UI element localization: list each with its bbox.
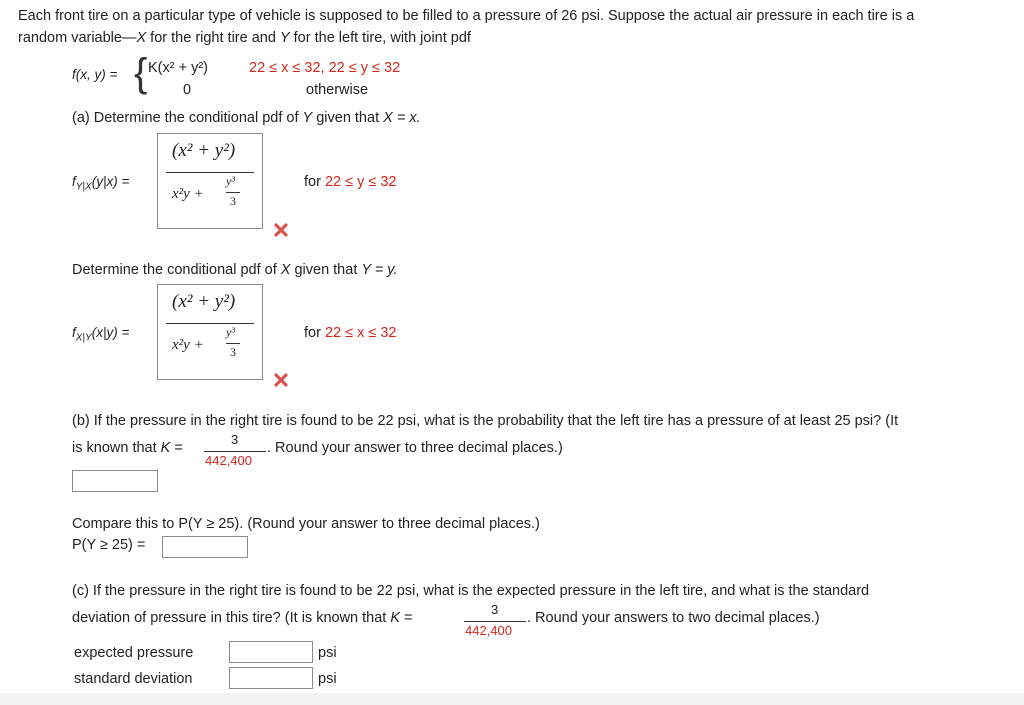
- part-a-prompt: [72, 110, 421, 126]
- prompt-text: Determine the conditional pdf of: [72, 262, 281, 278]
- part-c-line1: (c) If the pressure in the right tire is found to be 22 psi, what is the expected pressure in the left tire, and what is the standard: [72, 583, 870, 599]
- prompt-text: (a) Determine the conditional pdf of: [72, 110, 303, 126]
- part-b-line2-end: . Round your answer to three decimal places.): [267, 440, 563, 456]
- pdf-case2-expr: 0: [183, 82, 192, 98]
- intro-text: random variable—: [18, 30, 137, 46]
- prompt-equation: X = x.: [383, 110, 421, 126]
- k-fraction-denominator: 442,400: [205, 453, 252, 468]
- fraction-denominator: x²y +: [172, 337, 204, 353]
- range-prefix: for: [304, 174, 325, 190]
- inner-fraction-bar: [226, 343, 240, 344]
- pdf-case1-expr: K(x² + y²): [148, 60, 209, 76]
- part-b-line1: (b) If the pressure in the right tire is found to be 22 psi, what is the probability that the left tire has a pressure of at least 25 psi? (It: [72, 413, 899, 429]
- inner-fraction-denominator: 3: [230, 194, 236, 208]
- fraction-denominator: x²y +: [172, 186, 204, 202]
- part-b-compare-text: Compare this to P(Y ≥ 25). (Round your answer to three decimal places.): [72, 516, 540, 532]
- expected-pressure-label: expected pressure: [74, 645, 194, 661]
- pdf-case2-condition: otherwise: [306, 82, 369, 98]
- var-y: Y: [302, 110, 313, 126]
- part-b-compare-label: P(Y ≥ 25) =: [72, 537, 146, 553]
- pdf-case1-condition: 22 ≤ x ≤ 32, 22 ≤ y ≤ 32: [249, 60, 401, 76]
- incorrect-icon: [273, 222, 289, 238]
- fraction-numerator: (x² + y²): [172, 291, 236, 312]
- lhs-arg: (y|x) =: [91, 174, 130, 189]
- k-fraction-numerator: 3: [491, 602, 499, 617]
- range-x: [304, 325, 397, 341]
- range-value: 22 ≤ y ≤ 32: [324, 174, 397, 190]
- var-k: K: [160, 440, 171, 456]
- lhs-arg: (x|y) =: [91, 325, 130, 340]
- fraction-numerator: (x² + y²): [172, 140, 236, 161]
- expected-pressure-unit: psi: [318, 645, 337, 661]
- conditional-pdf-x-given-y-label: [72, 325, 129, 344]
- var-y: Y: [279, 30, 290, 46]
- inner-fraction-numerator: y³: [226, 325, 235, 339]
- part-b-text: is known that: [72, 440, 161, 456]
- standard-deviation-unit: psi: [318, 671, 337, 687]
- prompt-text: given that: [290, 262, 362, 278]
- fraction-bar: [166, 323, 254, 324]
- standard-deviation-input[interactable]: [229, 667, 313, 689]
- intro-text: for the left tire, with joint pdf: [289, 30, 471, 46]
- page-bottom-strip: [0, 693, 1024, 705]
- lhs-subscript: Y|X: [75, 181, 92, 193]
- k-fraction-bar: [204, 451, 266, 452]
- range-prefix: for: [304, 325, 325, 341]
- lhs-f: f: [72, 174, 76, 189]
- var-x: X: [280, 262, 291, 278]
- equals: =: [400, 610, 413, 626]
- k-fraction-denominator: 442,400: [465, 623, 512, 638]
- var-k: K: [390, 610, 401, 626]
- probability-answer-input[interactable]: [72, 470, 158, 492]
- prompt-text: given that: [312, 110, 384, 126]
- conditional-pdf-y-given-x-label: [72, 174, 129, 193]
- inner-fraction-denominator: 3: [230, 345, 236, 359]
- equals: =: [170, 440, 183, 456]
- prompt-equation: Y = y.: [361, 262, 398, 278]
- inner-fraction-bar: [226, 192, 240, 193]
- expected-pressure-input[interactable]: [229, 641, 313, 663]
- part-c-text: deviation of pressure in this tire? (It is known that: [72, 610, 391, 626]
- p-y-ge-25-input[interactable]: [162, 536, 248, 558]
- k-fraction-numerator: 3: [231, 432, 239, 447]
- intro-text: for the right tire and: [146, 30, 280, 46]
- part-c-line2: [72, 610, 413, 626]
- lhs-f: f: [72, 325, 76, 340]
- standard-deviation-label: standard deviation: [74, 671, 193, 687]
- range-y: [304, 174, 397, 190]
- var-x: X: [136, 30, 147, 46]
- part-a-prompt-2: [72, 262, 398, 278]
- pdf-lhs: f(x, y) =: [72, 67, 118, 82]
- k-fraction-bar: [464, 621, 526, 622]
- range-value: 22 ≤ x ≤ 32: [324, 325, 397, 341]
- inner-fraction-numerator: y³: [226, 174, 235, 188]
- left-brace: {: [134, 51, 148, 95]
- part-b-line2: [72, 440, 183, 456]
- fraction-bar: [166, 172, 254, 173]
- incorrect-icon: [273, 372, 289, 388]
- part-c-line2-end: . Round your answers to two decimal places.): [527, 610, 820, 626]
- lhs-subscript: X|Y: [75, 332, 92, 344]
- answer-box-y-given-x[interactable]: [157, 133, 263, 229]
- problem-intro-line1: Each front tire on a particular type of vehicle is supposed to be filled to a pressure of 26 psi. Suppose the actual air pressure in each tire is a: [18, 8, 915, 24]
- answer-box-x-given-y[interactable]: [157, 284, 263, 380]
- problem-intro-line2: [18, 30, 471, 46]
